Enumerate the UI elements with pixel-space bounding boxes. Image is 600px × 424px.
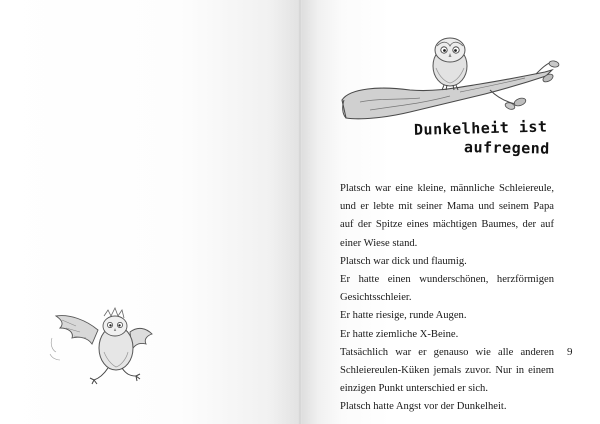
paragraph: Er hatte einen wunderschönen, herzförmigen Gesichtsschleier. bbox=[340, 274, 554, 304]
paragraph: Er hatte ziemliche X-Beine. bbox=[340, 328, 459, 340]
chapter-title-line-2: aufregend bbox=[463, 138, 550, 158]
chapter-title bbox=[412, 118, 562, 158]
paragraph: Er hatte riesige, runde Augen. bbox=[340, 310, 467, 322]
owl-on-branch-illustration bbox=[340, 28, 565, 128]
paragraph: Platsch war dick und flaumig. bbox=[340, 255, 467, 267]
paragraph: Platsch war eine kleine, männliche Schleiereule, und er lebte mit seiner Mama und seinem Papa auf der Spitze eines mächtigen Baumes, der auf einer Wiese stand. bbox=[340, 183, 554, 249]
page-number: 9 bbox=[567, 346, 573, 358]
paragraph: Tatsächlich war er genauso wie alle anderen Schleiereulen-Küken jemals zuvor. Nur in einem einzigen Punkt unterschied er sich. bbox=[340, 346, 554, 395]
flapping-owlet-illustration bbox=[48, 290, 158, 390]
book-gutter bbox=[298, 0, 302, 424]
paragraph: Platsch hatte Angst vor der Dunkelheit. bbox=[340, 401, 507, 413]
chapter-title-line-1: Dunkelheit ist bbox=[413, 117, 548, 139]
chapter-body-text bbox=[340, 180, 554, 417]
